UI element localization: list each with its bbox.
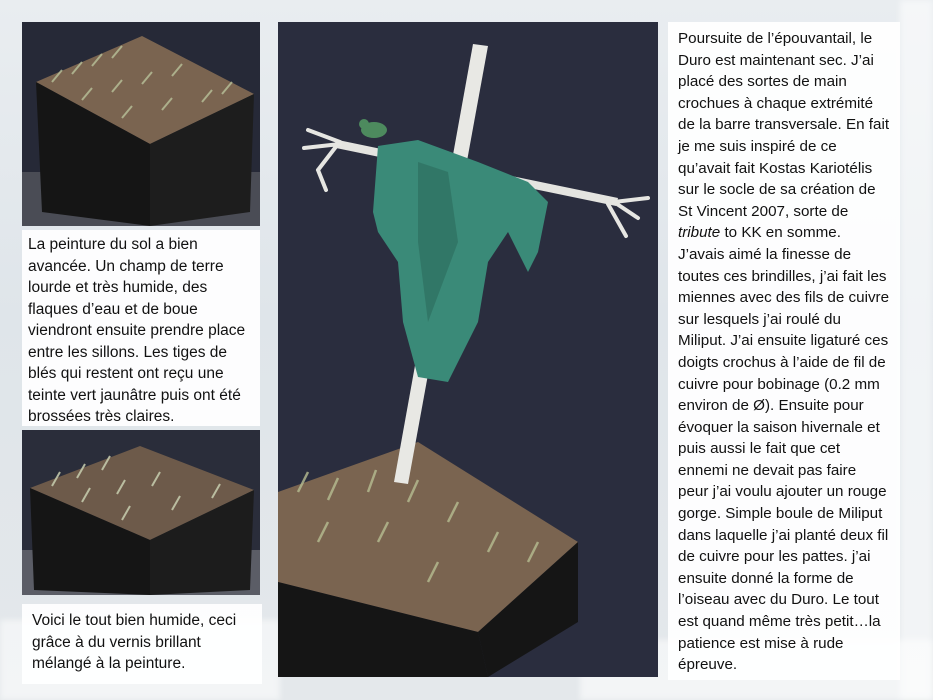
description-text-part2: to KK en somme. J’avais aimé la finesse de toutes ces brindilles, j’ai fait les miennes avec des fils de cuivre sur lesquels j’ai roulé du Miliput. J’ai ensuite ligaturé ces doigts crochus à l’aide de fil de cuivre pour bobinage (0.2 mm environ de Ø). Ensuite pour évoquer la saison hivernale et puis aussi le fait que cet ennemi ne devait pas faire peur j’ai voulu ajouter un rouge gorge. Simple boule de Miliput dans laquelle j’ai planté deux fil de cuivre pour les pattes. j’ai ensuite donné la forme de l’oiseau avec du Duro. Le tout est quand même très petit…la patience est mise à rude épreuve.	[678, 224, 890, 674]
caption-wet-finish-text: Voici le tout bien humide, ceci grâce à du vernis brillant mélangé à la peinture.	[32, 612, 237, 672]
photo-base-wet	[22, 430, 260, 595]
caption-soil-painting	[22, 230, 260, 426]
caption-wet-finish	[22, 604, 262, 684]
caption-soil-painting-text: La peinture du sol a bien avancée. Un champ de terre lourde et très humide, des flaques d’eau et de boue viendront ensuite prendre place entre les sillons. Les tiges de blés qui restent ont reçu une teinte vert jaunâtre puis ont été brossées très claires.	[28, 236, 246, 425]
photo-base-top-view	[22, 22, 260, 226]
photo-scarecrow	[278, 22, 658, 677]
description-text-part1: Poursuite de l’épouvantail, le Duro est maintenant sec. J’ai placé des sortes de main crochues à chaque extrémité de la barre transversale. En fait je me suis inspiré de ce qu’avait fait Kostas Kariotélis sur le socle de sa création de St Vincent 2007, sorte de	[678, 30, 890, 220]
description-scarecrow	[668, 22, 900, 680]
description-text-italic: tribute	[678, 224, 721, 242]
